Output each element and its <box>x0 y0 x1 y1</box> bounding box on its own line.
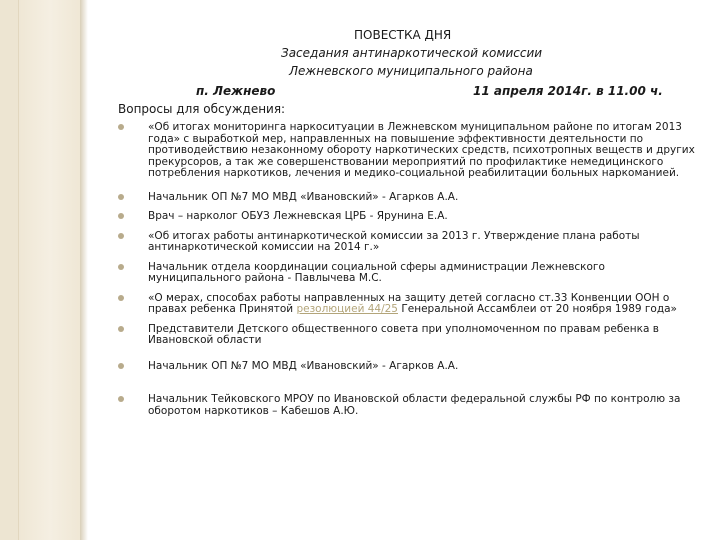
bullet-icon <box>118 194 124 200</box>
resolution-link[interactable]: резолюцией 44/25 <box>296 303 398 315</box>
commission-subtitle: Заседания антинаркотической комиссии <box>281 46 543 60</box>
decorative-left-band <box>0 0 80 540</box>
meeting-place: п. Лежнево <box>196 84 276 98</box>
bullet-icon <box>118 363 124 369</box>
agenda-item <box>118 262 698 285</box>
page-edge-shadow <box>80 0 88 540</box>
bullet-icon <box>118 326 124 332</box>
agenda-item-text: Врач – нарколог ОБУЗ Лежневская ЦРБ - Ярунина Е.А. <box>148 210 448 222</box>
bullet-icon <box>118 233 124 239</box>
agenda-item-text <box>148 292 677 316</box>
agenda-item-text: Начальник ОП №7 МО МВД «Ивановский» - Агарков А.А. <box>148 359 459 372</box>
district-subtitle: Лежневского муниципального района <box>289 64 533 78</box>
decorative-left-stripe <box>18 0 81 540</box>
agenda-item-text: «Об итогах мониторинга наркоситуации в Лежневском муниципальном районе по итогам 2013 года» с выработкой мер, направленных на повышение эффективности деятельности по противодействию незаконному обороту наркотических средств, психотропных веществ и других прекурсоров, а так же совершенствовании мероприятий по профилактике немедицинского потребления наркотиков, лечения и медико-социальной реабилитации больных наркоманией. <box>148 121 695 179</box>
agenda-heading: ПОВЕСТКА ДНЯ <box>354 28 452 42</box>
bullet-icon <box>118 124 124 130</box>
meeting-date: 11 апреля 2014г. в 11.00 ч. <box>473 84 663 98</box>
agenda-list <box>118 122 698 417</box>
agenda-item-text: Начальник отдела координации социальной сферы администрации Лежневского муниципального района - Павлычева М.С. <box>148 260 605 284</box>
agenda-item <box>118 324 698 347</box>
agenda-item-text-post: Генеральной Ассамблеи от 20 ноября 1989 года» <box>398 303 677 315</box>
agenda-item-text-pre: «О мерах, способах работы направленных на защиту детей согласно ст.33 Конвенции ООН о правах ребенка Принятой <box>148 291 670 315</box>
agenda-item <box>118 293 698 316</box>
agenda-item <box>118 211 698 223</box>
questions-label: Вопросы для обсуждения: <box>118 102 286 116</box>
agenda-item <box>118 394 698 417</box>
bullet-icon <box>118 264 124 270</box>
bullet-icon <box>118 213 124 219</box>
bullet-icon <box>118 396 124 402</box>
bullet-icon <box>118 295 124 301</box>
agenda-item-text: Начальник ОП №7 МО МВД «Ивановский» - Агарков А.А. <box>148 190 459 203</box>
agenda-item <box>118 231 698 254</box>
agenda-item-text: «Об итогах работы антинаркотической комиссии за 2013 г. Утверждение плана работы антинаркотической комиссии на 2014 г.» <box>148 229 640 253</box>
agenda-item <box>118 122 698 180</box>
agenda-item <box>118 192 698 204</box>
agenda-item-text: Начальник Тейковского МРОУ по Ивановской области федеральной службы РФ по контролю за оборотом наркотиков – Кабешов А.Ю. <box>148 393 681 417</box>
agenda-item-text: Представители Детского общественного совета при уполномоченном по правам ребенка в Ивановской области <box>148 322 659 346</box>
agenda-item <box>118 361 698 373</box>
